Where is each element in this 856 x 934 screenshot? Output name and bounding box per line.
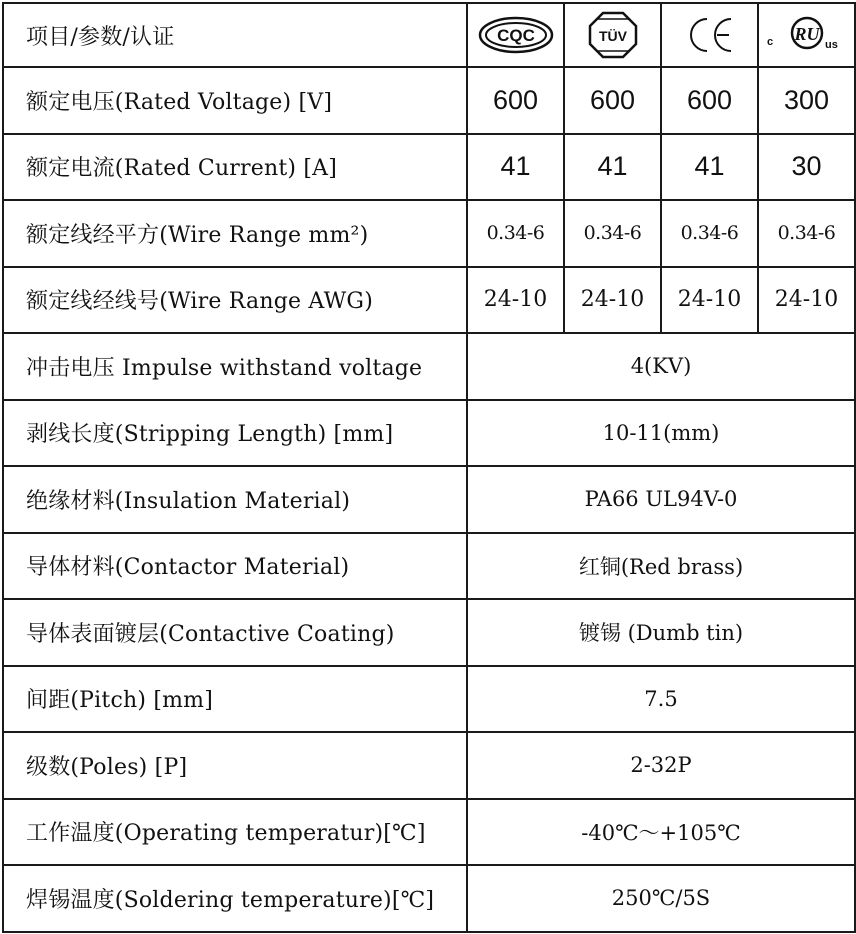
table-row bbox=[3, 533, 855, 600]
table-row bbox=[3, 67, 855, 134]
row-label: 工作温度(Operating temperatur)[℃] bbox=[3, 799, 467, 866]
table-row bbox=[3, 200, 855, 267]
value-cell: 0.34-6 bbox=[467, 200, 564, 267]
value-cell: 红铜(Red brass) bbox=[467, 533, 855, 600]
value-cell: 600 bbox=[564, 67, 661, 134]
row-label: 级数(Poles) [P] bbox=[3, 732, 467, 799]
row-label: 额定电压(Rated Voltage) [V] bbox=[3, 67, 467, 134]
value-cell: 24-10 bbox=[661, 267, 758, 334]
svg-text:c: c bbox=[766, 36, 773, 48]
row-label: 额定线经平方(Wire Range mm²) bbox=[3, 200, 467, 267]
value-cell: 7.5 bbox=[467, 666, 855, 733]
ce-logo-icon bbox=[685, 15, 735, 55]
value-cell: -40℃～+105℃ bbox=[467, 799, 855, 866]
value-cell: 24-10 bbox=[467, 267, 564, 334]
svg-text:RU: RU bbox=[793, 24, 820, 44]
row-label: 导体表面镀层(Contactive Coating) bbox=[3, 599, 467, 666]
value-cell: 镀锡 (Dumb tin) bbox=[467, 599, 855, 666]
value-cell: 0.34-6 bbox=[661, 200, 758, 267]
row-label: 冲击电压 Impulse withstand voltage bbox=[3, 333, 467, 400]
value-cell: 30 bbox=[758, 134, 855, 201]
table-row bbox=[3, 599, 855, 666]
row-label: 焊锡温度(Soldering temperature)[℃] bbox=[3, 865, 467, 932]
value-cell: 4(KV) bbox=[467, 333, 855, 400]
value-cell: 600 bbox=[467, 67, 564, 134]
value-cell: 0.34-6 bbox=[758, 200, 855, 267]
svg-text:us: us bbox=[824, 39, 838, 51]
cqc-logo-icon bbox=[477, 15, 555, 55]
value-cell: 24-10 bbox=[564, 267, 661, 334]
value-cell: PA66 UL94V-0 bbox=[467, 466, 855, 533]
cert-tuv-cell bbox=[564, 3, 661, 67]
row-label: 绝缘材料(Insulation Material) bbox=[3, 466, 467, 533]
table-row bbox=[3, 732, 855, 799]
header-label: 项目/参数/认证 bbox=[3, 3, 467, 67]
value-cell: 41 bbox=[661, 134, 758, 201]
table-row bbox=[3, 267, 855, 334]
value-cell: 300 bbox=[758, 67, 855, 134]
table-row bbox=[3, 666, 855, 733]
spec-table bbox=[2, 2, 856, 933]
table-row bbox=[3, 799, 855, 866]
row-label: 导体材料(Contactor Material) bbox=[3, 533, 467, 600]
row-label: 额定电流(Rated Current) [A] bbox=[3, 134, 467, 201]
row-label: 额定线经线号(Wire Range AWG) bbox=[3, 267, 467, 334]
value-cell: 2-32P bbox=[467, 732, 855, 799]
cert-ce-cell bbox=[661, 3, 758, 67]
ul-logo-icon bbox=[765, 15, 849, 55]
cert-cqc-cell bbox=[467, 3, 564, 67]
table-row bbox=[3, 466, 855, 533]
table-row bbox=[3, 333, 855, 400]
svg-text:CQC: CQC bbox=[496, 26, 535, 45]
row-label: 剥线长度(Stripping Length) [mm] bbox=[3, 400, 467, 467]
value-cell: 250℃/5S bbox=[467, 865, 855, 932]
header-row bbox=[3, 3, 855, 67]
table-row bbox=[3, 865, 855, 932]
table-row bbox=[3, 134, 855, 201]
value-cell: 41 bbox=[467, 134, 564, 201]
table-row bbox=[3, 400, 855, 467]
value-cell: 41 bbox=[564, 134, 661, 201]
tuv-logo-icon bbox=[587, 10, 639, 60]
row-label: 间距(Pitch) [mm] bbox=[3, 666, 467, 733]
value-cell: 24-10 bbox=[758, 267, 855, 334]
value-cell: 600 bbox=[661, 67, 758, 134]
cert-ul-cell bbox=[758, 3, 855, 67]
svg-text:TÜV: TÜV bbox=[598, 28, 627, 44]
value-cell: 10-11(mm) bbox=[467, 400, 855, 467]
value-cell: 0.34-6 bbox=[564, 200, 661, 267]
